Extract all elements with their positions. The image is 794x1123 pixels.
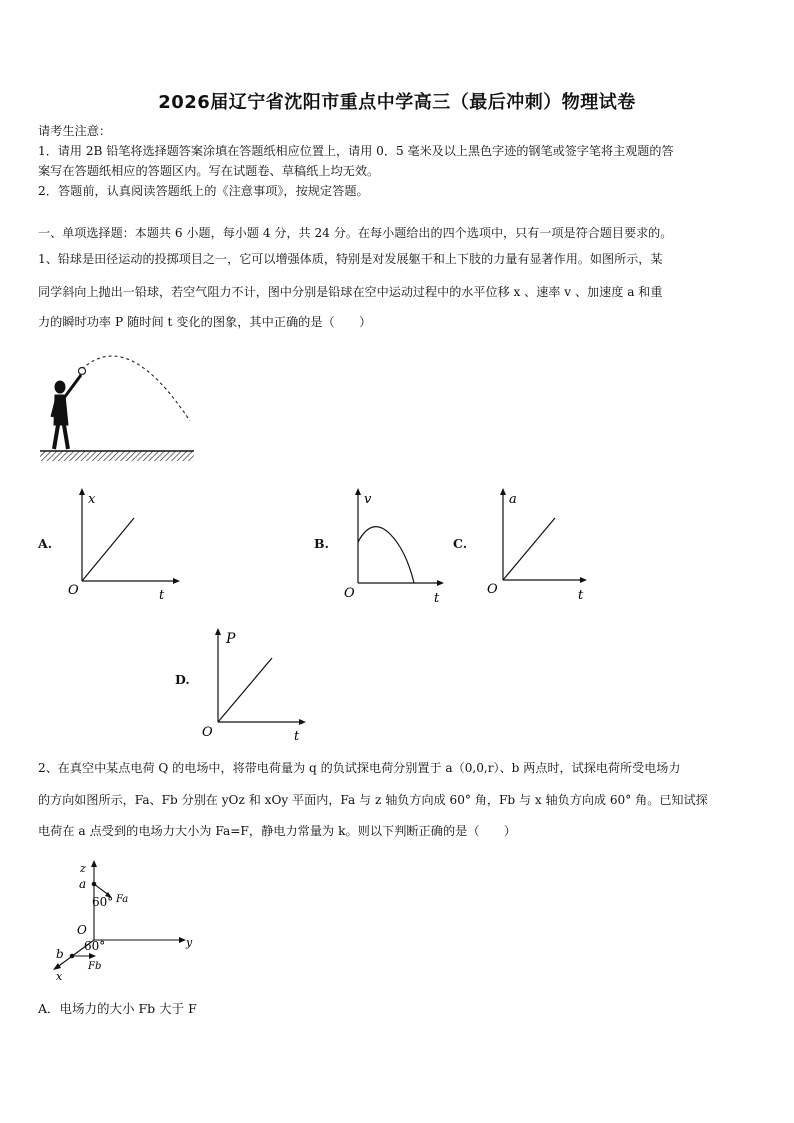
section-heading: 一、单项选择题：本题共 6 小题，每小题 4 分，共 24 分。在每小题给出的四个选项中，只有一项是符合题目要求的。: [38, 226, 673, 240]
option-d-graph[interactable]: [200, 624, 320, 742]
option-b-label[interactable]: B.: [314, 536, 329, 551]
graph-line: [82, 518, 134, 581]
x-axis-label: t: [434, 591, 440, 604]
x-axis-label: t: [159, 588, 165, 603]
x-label: x: [56, 970, 63, 983]
option-b-graph[interactable]: [340, 486, 460, 604]
origin-label: O: [202, 725, 213, 740]
notice-heading: 请考生注意：: [38, 124, 112, 138]
notice-item-1-line-1: 1．请用 2B 铅笔将选择题答案涂填在答题纸相应位置上，请用 0．5 毫米及以上黑色字迹的钢笔或签字笔将主观题的答: [38, 144, 674, 158]
angle-a-label: 60°: [92, 895, 114, 909]
b-label: b: [56, 947, 64, 961]
graph-line: [218, 658, 272, 722]
option-d-label[interactable]: D.: [175, 672, 190, 687]
y-axis-label: v: [364, 492, 372, 507]
q2-line-3: 电荷在 a 点受到的电场力大小为 Fa=F，静电力常量为 k。则以下判断正确的是（ ）: [38, 824, 517, 838]
q2-line-2: 的方向如图所示，Fa、Fb 分别在 yOz 和 xOy 平面内，Fa 与 z 轴负方向成 60° 角，Fb 与 x 轴负方向成 60° 角。已知试探: [38, 793, 708, 807]
coordinate-figure: [50, 852, 210, 986]
q1-line-2: 同学斜向上抛出一铅球，若空气阻力不计，图中分别是铅球在空中运动过程中的水平位移 x 、速率 v 、加速度 a 和重: [38, 285, 663, 299]
y-axis-label: a: [509, 492, 517, 507]
y-label: y: [186, 936, 193, 949]
shot-ball: [79, 368, 86, 375]
option-a-graph[interactable]: [64, 486, 184, 604]
angle-b-label: 60°: [84, 939, 106, 953]
origin-label: O: [344, 586, 355, 601]
x-axis-label: t: [578, 588, 584, 603]
y-axis-label: P: [226, 631, 236, 647]
trajectory-curve: [82, 356, 190, 421]
option-c-label[interactable]: C.: [453, 536, 468, 551]
option-c-graph[interactable]: [485, 486, 595, 604]
x-axis-label: t: [294, 729, 300, 742]
option-a-label[interactable]: A.: [38, 536, 53, 551]
student-figure: [52, 375, 81, 449]
origin-label: O: [77, 923, 87, 937]
q1-line-1: 1、铅球是田径运动的投掷项目之一，它可以增强体质，特别是对发展躯干和上下肢的力量有显著作用。如图所示，某: [38, 252, 663, 266]
q1-line-3: 力的瞬时功率 P 随时间 t 变化的图象，其中正确的是（ ）: [38, 315, 372, 329]
fa-label: Fa: [116, 894, 129, 905]
z-label: z: [80, 862, 86, 875]
notice-item-2: 2．答题前，认真阅读答题纸上的《注意事项》，按规定答题。: [38, 184, 369, 198]
ground: [40, 451, 194, 461]
origin-label: O: [68, 583, 79, 598]
page-title: 2026届辽宁省沈阳市重点中学高三（最后冲刺）物理试卷: [158, 92, 636, 113]
shot-put-illustration: [38, 345, 198, 463]
q2-line-1: 2、在真空中某点电荷 Q 的电场中，将带电荷量为 q 的负试探电荷分别置于 a（0,0,r）、b 两点时，试探电荷所受电场力: [38, 761, 681, 775]
fb-label: Fb: [88, 961, 102, 972]
graph-curve: [358, 527, 414, 583]
y-axis-label: x: [88, 492, 96, 507]
a-label: a: [79, 877, 87, 891]
origin-label: O: [487, 582, 498, 597]
q2-option-a[interactable]: A．电场力的大小 Fb 大于 F: [38, 1001, 197, 1016]
notice-item-1-line-2: 案写在答题纸相应的答题区内。写在试题卷、草稿纸上均无效。: [38, 164, 380, 178]
graph-line: [503, 518, 555, 580]
